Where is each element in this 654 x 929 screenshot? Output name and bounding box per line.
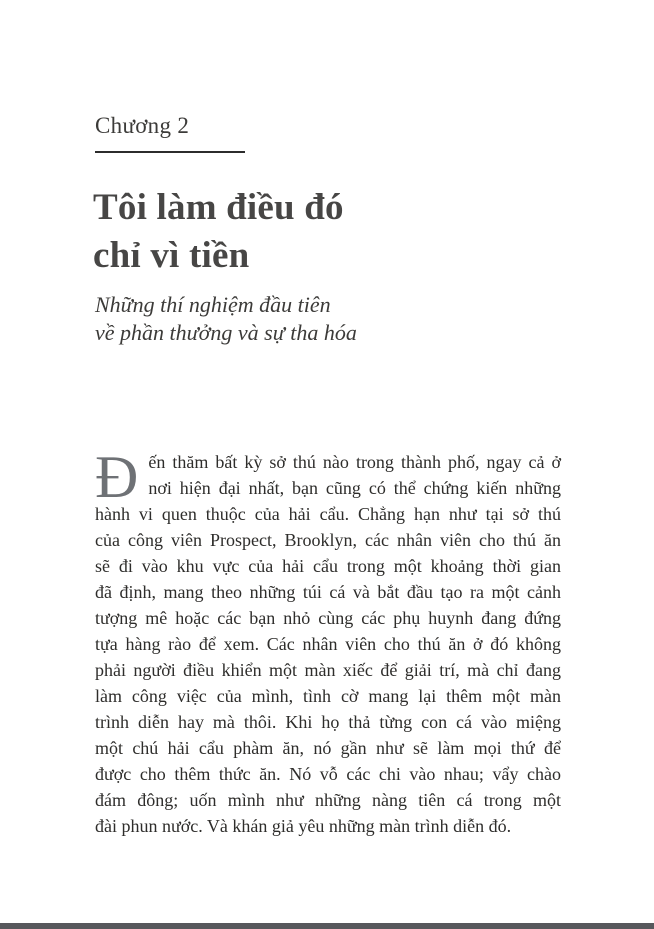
body-text-line: một chú hải cẩu phàm ăn, nó gần như sẽ làm mọi thứ để [95, 738, 561, 758]
page-bottom-bar [0, 923, 654, 929]
body-text-line: đài phun nước. Và khán giả yêu những màn trình diễn đó. [95, 816, 512, 836]
chapter-label: Chương 2 [95, 113, 190, 138]
chapter-title [93, 184, 344, 280]
chapter-rule [95, 151, 245, 153]
subtitle-line-2: về phần thưởng và sự tha hóa [95, 320, 357, 345]
body-text-line: tựa hàng rào để xem. Các nhân viên cho thú ăn ở đó không [95, 634, 561, 654]
body-text-line: nơi hiện đại nhất, bạn cũng có thể chứng kiến những [148, 478, 561, 498]
body-text-line: ến thăm bất kỳ sở thú nào trong thành phố, ngay cả ở [148, 452, 561, 472]
body-text [95, 444, 561, 839]
body-text-line: sẽ đi vào khu vực của hải cẩu trong một khoảng thời gian [95, 556, 561, 576]
drop-cap: Đ [95, 444, 139, 510]
body-text-line: được cho thêm thức ăn. Nó vỗ các chi vào nhau; vẩy chào [95, 764, 561, 784]
body-text-line: của công viên Prospect, Brooklyn, các nhân viên cho thú ăn [95, 530, 561, 550]
body-text-line: hành vi quen thuộc của hải cẩu. Chẳng hạn như tại sở thú [95, 504, 561, 524]
body-text-line: tượng mê hoặc các bạn nhỏ cùng các phụ huynh đang đứng [95, 608, 561, 628]
body-paragraph [95, 444, 561, 839]
title-line-2: chỉ vì tiền [93, 235, 250, 276]
chapter-subtitle [95, 291, 357, 347]
body-text-line: đám đông; uốn mình như những nàng tiên cá trong một [95, 790, 561, 810]
subtitle-line-1: Những thí nghiệm đầu tiên [95, 292, 331, 317]
body-text-line: đã định, mang theo những túi cá và bắt đầu tạo ra một cảnh [95, 582, 561, 602]
chapter-heading [95, 112, 245, 153]
body-text-line: phải người điều khiển một màn xiếc để giải trí, mà chỉ đang [95, 660, 561, 680]
title-line-1: Tôi làm điều đó [93, 187, 344, 228]
body-text-line: trình diễn hay mà thôi. Khi họ thả từng con cá vào miệng [95, 712, 561, 732]
body-text-line: làm công việc của mình, tình cờ mang lại thêm một màn [95, 686, 561, 706]
